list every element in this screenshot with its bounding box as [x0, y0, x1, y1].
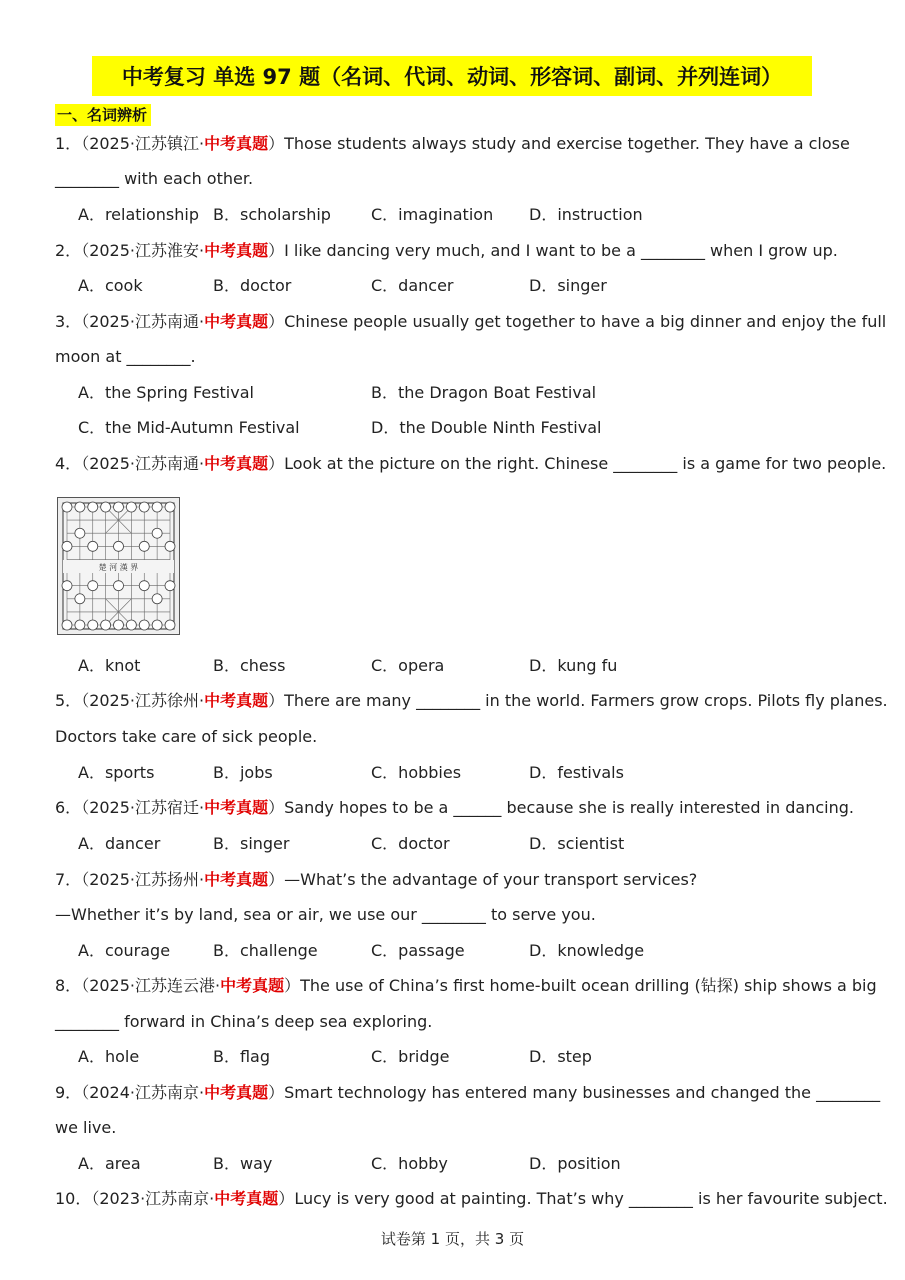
question-number: 3．	[55, 312, 82, 331]
option-d[interactable]: D．singer	[529, 276, 607, 295]
question-text: —What’s the advantage of your transport services?	[284, 870, 698, 889]
question-9-continuation: we live.	[55, 1118, 117, 1137]
question-9-stem	[55, 1082, 880, 1104]
question-source-close: ）	[268, 312, 285, 331]
question-6-stem	[55, 797, 854, 819]
question-source-close: ）	[268, 241, 285, 260]
question-source: （2025·江苏淮安·	[81, 241, 205, 260]
exam-tag: 中考真题	[204, 454, 269, 473]
question-3-stem	[55, 311, 886, 333]
option-b[interactable]: B．singer	[213, 834, 290, 853]
question-number: 1．	[55, 134, 82, 153]
chess-piece	[114, 502, 124, 512]
option-c[interactable]: C．dancer	[371, 276, 454, 295]
chess-piece	[75, 594, 85, 604]
chess-piece	[139, 502, 149, 512]
question-source: （2025·江苏扬州·	[81, 870, 205, 889]
option-b[interactable]: B．way	[213, 1154, 273, 1173]
question-source-close: ）	[278, 1189, 295, 1208]
option-b[interactable]: B．the Dragon Boat Festival	[371, 383, 597, 402]
question-text: Lucy is very good at painting. That’s why ________ is her favourite subject.	[294, 1189, 888, 1208]
chess-piece	[75, 528, 85, 538]
option-d[interactable]: D．instruction	[529, 205, 643, 224]
option-c[interactable]: C．hobbies	[371, 763, 462, 782]
option-d[interactable]: D．knowledge	[529, 941, 645, 960]
question-source: （2025·江苏徐州·	[81, 691, 205, 710]
chess-piece	[139, 541, 149, 551]
chess-piece	[114, 541, 124, 551]
chess-piece	[88, 581, 98, 591]
question-source-close: ）	[268, 870, 285, 889]
question-7-continuation: —Whether it’s by land, sea or air, we use our ________ to serve you.	[55, 905, 596, 924]
question-text: The use of China’s first home-built ocean drilling (钻探) ship shows a big	[300, 976, 877, 995]
chess-piece	[139, 581, 149, 591]
chess-piece	[62, 541, 72, 551]
option-a[interactable]: A．cook	[78, 276, 143, 295]
option-d[interactable]: D．step	[529, 1047, 592, 1066]
question-text: Sandy hopes to be a ______ because she is really interested in dancing.	[284, 798, 854, 817]
question-number: 4．	[55, 454, 82, 473]
chess-piece	[101, 620, 111, 630]
question-1-stem	[55, 133, 850, 155]
question-text: There are many ________ in the world. Farmers grow crops. Pilots fly planes.	[284, 691, 888, 710]
question-2-stem	[55, 240, 838, 262]
question-source-close: ）	[268, 798, 285, 817]
option-b[interactable]: B．flag	[213, 1047, 271, 1066]
question-source-close: ）	[268, 134, 285, 153]
question-source-close: ）	[284, 976, 301, 995]
chess-piece	[139, 620, 149, 630]
question-source-close: ）	[268, 691, 285, 710]
question-number: 5．	[55, 691, 82, 710]
exam-tag: 中考真题	[204, 241, 269, 260]
chess-piece	[152, 528, 162, 538]
option-b[interactable]: B．jobs	[213, 763, 273, 782]
exam-tag: 中考真题	[204, 870, 269, 889]
question-number: 6．	[55, 798, 82, 817]
question-source: （2023·江苏南京·	[91, 1189, 215, 1208]
option-b[interactable]: B．doctor	[213, 276, 292, 295]
question-number: 2．	[55, 241, 82, 260]
question-4-stem	[55, 453, 886, 475]
chess-piece	[62, 502, 72, 512]
option-b[interactable]: B．challenge	[213, 941, 318, 960]
chess-piece	[126, 502, 136, 512]
option-c[interactable]: C．doctor	[371, 834, 450, 853]
chess-piece	[62, 581, 72, 591]
chess-piece	[75, 620, 85, 630]
question-source-close: ）	[268, 454, 285, 473]
option-c[interactable]: C．passage	[371, 941, 465, 960]
question-source: （2025·江苏连云港·	[81, 976, 221, 995]
chess-piece	[165, 541, 175, 551]
question-text: Chinese people usually get together to have a big dinner and enjoy the full	[284, 312, 887, 331]
option-a[interactable]: A．hole	[78, 1047, 140, 1066]
page-footer: 试卷第 1 页，共 3 页	[380, 1230, 525, 1248]
question-text: Smart technology has entered many businesses and changed the ________	[284, 1083, 881, 1102]
chinese-chess-board-image	[57, 497, 180, 635]
question-10-stem	[55, 1188, 888, 1210]
option-b[interactable]: B．chess	[213, 656, 286, 675]
question-number: 10．	[55, 1189, 92, 1208]
chess-piece	[62, 620, 72, 630]
chess-piece	[75, 502, 85, 512]
question-number: 8．	[55, 976, 82, 995]
question-3-continuation: moon at ________.	[55, 347, 196, 366]
question-number: 7．	[55, 870, 82, 889]
option-a[interactable]: A．area	[78, 1154, 141, 1173]
option-b[interactable]: B．scholarship	[213, 205, 331, 224]
page-title: 中考复习 单选 97 题（名词、代词、动词、形容词、副词、并列连词）	[92, 56, 812, 96]
river-text: 楚 河 漢 界	[98, 563, 139, 572]
question-source-close: ）	[268, 1083, 285, 1102]
question-1-continuation: ________ with each other.	[55, 169, 254, 188]
question-8-continuation: ________ forward in China’s deep sea exploring.	[55, 1012, 433, 1031]
exam-tag: 中考真题	[204, 312, 269, 331]
question-text: Look at the picture on the right. Chinese ________ is a game for two people.	[284, 454, 887, 473]
option-a[interactable]: A．the Spring Festival	[78, 383, 254, 402]
chess-piece	[152, 620, 162, 630]
chess-piece	[165, 581, 175, 591]
exam-tag: 中考真题	[204, 691, 269, 710]
question-source: （2025·江苏镇江·	[81, 134, 205, 153]
option-c[interactable]: C．opera	[371, 656, 445, 675]
section-heading: 一、名词辨析	[55, 104, 151, 126]
option-d[interactable]: D．the Double Ninth Festival	[371, 418, 602, 437]
option-c[interactable]: C．hobby	[371, 1154, 448, 1173]
option-a[interactable]: A．courage	[78, 941, 171, 960]
question-source: （2025·江苏宿迁·	[81, 798, 205, 817]
exam-tag: 中考真题	[214, 1189, 279, 1208]
exam-tag: 中考真题	[220, 976, 285, 995]
question-5-continuation: Doctors take care of sick people.	[55, 727, 318, 746]
question-text: Those students always study and exercise together. They have a close	[284, 134, 850, 153]
chess-piece	[88, 541, 98, 551]
chess-piece	[126, 620, 136, 630]
option-a[interactable]: A．sports	[78, 763, 155, 782]
chess-piece	[165, 620, 175, 630]
question-source: （2024·江苏南京·	[81, 1083, 205, 1102]
option-a[interactable]: A．relationship	[78, 205, 199, 224]
exam-tag: 中考真题	[204, 1083, 269, 1102]
question-number: 9．	[55, 1083, 82, 1102]
option-a[interactable]: A．dancer	[78, 834, 161, 853]
question-source: （2025·江苏南通·	[81, 312, 205, 331]
question-text: I like dancing very much, and I want to be a ________ when I grow up.	[284, 241, 838, 260]
chess-piece	[88, 620, 98, 630]
option-c[interactable]: C．imagination	[371, 205, 494, 224]
option-c[interactable]: C．the Mid-Autumn Festival	[78, 418, 300, 437]
option-d[interactable]: D．kung fu	[529, 656, 618, 675]
chess-piece	[165, 502, 175, 512]
chess-piece	[152, 502, 162, 512]
exam-tag: 中考真题	[204, 798, 269, 817]
chess-piece	[152, 594, 162, 604]
chess-piece	[114, 581, 124, 591]
option-d[interactable]: D．festivals	[529, 763, 624, 782]
chess-piece	[101, 502, 111, 512]
exam-tag: 中考真题	[204, 134, 269, 153]
option-c[interactable]: C．bridge	[371, 1047, 450, 1066]
question-8-stem	[55, 975, 877, 997]
chess-piece	[88, 502, 98, 512]
chess-piece	[114, 620, 124, 630]
option-d[interactable]: D．position	[529, 1154, 621, 1173]
option-a[interactable]: A．knot	[78, 656, 141, 675]
question-7-stem	[55, 869, 697, 891]
option-d[interactable]: D．scientist	[529, 834, 625, 853]
question-source: （2025·江苏南通·	[81, 454, 205, 473]
question-5-stem	[55, 690, 888, 712]
